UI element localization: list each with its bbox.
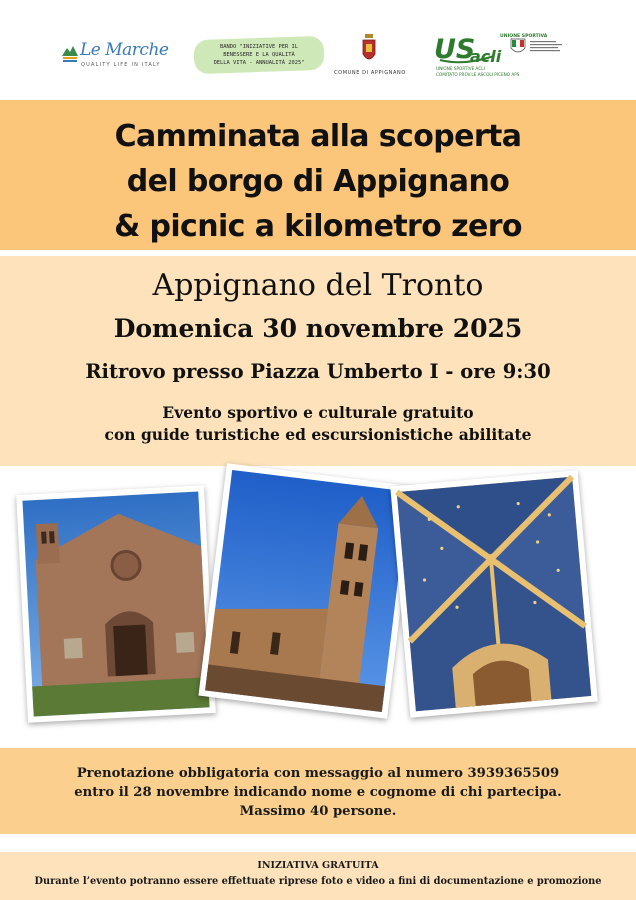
description-line-2: con guide turistiche ed escursionistiche abilitate (104, 425, 532, 444)
booking-info (0, 764, 636, 821)
us-acli-subtitle (436, 66, 519, 78)
description-line-1: Evento sportivo e culturale gratuito (162, 403, 474, 422)
church-facade-photo (16, 485, 216, 723)
booking-line-1: Prenotazione obbligatoria con messaggio al numero 3939365509 (76, 766, 560, 781)
comune-logo (328, 32, 412, 80)
us-acli-logo (434, 32, 574, 80)
footer-band (0, 852, 636, 900)
us-acli-mark-icon (434, 32, 502, 66)
bando-badge (194, 38, 324, 72)
svg-text:US: US (434, 34, 476, 65)
us-acli-header: UNIONE SPORTIVA (500, 34, 548, 39)
title-line-1: Camminata alla scoperta (114, 119, 522, 154)
le-marche-mountain-icon (62, 42, 78, 64)
comune-label: COMUNE DI APPIGNANO (334, 70, 406, 76)
title-line-3: & picnic a kilometro zero (114, 209, 522, 244)
bell-tower-photo (198, 463, 415, 718)
frescoed-ceiling-photo (390, 470, 598, 718)
bando-line-2: BENESSERE E LA QUALITÀ (223, 52, 295, 58)
event-description (0, 402, 636, 446)
le-marche-logo (62, 40, 174, 70)
bando-line-1: BANDO "INIZIATIVE PER IL (220, 44, 298, 50)
booking-line-2: entro il 28 novembre indicando nome e cognome di chi partecipa. (74, 785, 562, 800)
booking-line-3: Massimo 40 persone. (239, 804, 397, 819)
info-band (0, 256, 636, 466)
bando-line-3: DELLA VITA - ANNUALITÀ 2025" (213, 60, 305, 66)
comune-crest-icon (362, 34, 376, 64)
le-marche-name: Le Marche (80, 40, 169, 60)
us-acli-sub-line-2: COMITATO PROV.LE ASCOLI PICENO APS (436, 72, 520, 77)
logos-bar (0, 0, 636, 100)
media-disclaimer: Durante l’evento potranno essere effettuate riprese foto e video a fini di documentazione e promozione (34, 876, 602, 887)
event-meeting-point: Ritrovo presso Piazza Umberto I - ore 9:30 (85, 360, 551, 383)
title-line-2: del borgo di Appignano (126, 164, 510, 199)
federation-text-mark-icon (530, 40, 570, 54)
coni-shield-icon (510, 38, 526, 56)
free-initiative-label: INIZIATIVA GRATUITA (257, 860, 379, 871)
event-date: Domenica 30 novembre 2025 (113, 314, 523, 343)
us-acli-sub-line-1: UNIONE SPORTIVE ACLI (436, 66, 485, 71)
event-title (0, 114, 636, 249)
svg-text:acli: acli (470, 47, 502, 66)
title-band (0, 100, 636, 250)
event-place: Appignano del Tronto (152, 268, 484, 303)
booking-band (0, 748, 636, 834)
le-marche-tagline: QUALITY LIFE IN ITALY (81, 62, 161, 68)
